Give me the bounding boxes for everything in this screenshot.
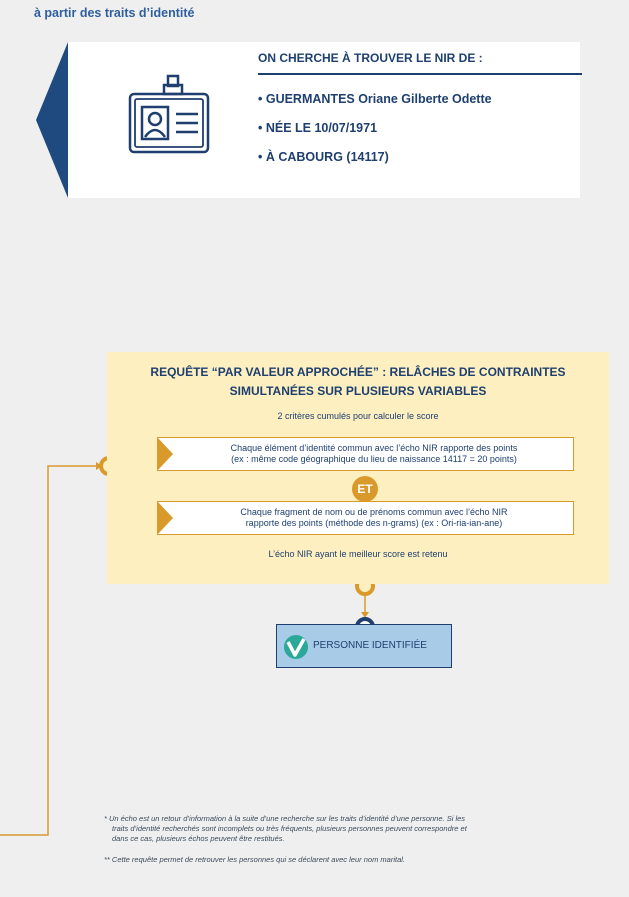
criterion-1-line1: Chaque élément d’identité commun avec l’écho NIR rapporte des points [230, 443, 518, 453]
criterion-2-line2: rapporte des points (méthode des n-grams) (ex : Ori-ria-ian-ane) [245, 518, 503, 528]
result-text: L’écho NIR ayant le meilleur score est retenu [268, 549, 448, 559]
query-title-line1: REQUÊTE “PAR VALEUR APPROCHÉE” : RELÂCHES DE CONTRAINTES [150, 365, 566, 379]
footnote-1 [104, 814, 604, 844]
criterion-1-line2: (ex : même code géographique du lieu de naissance 14117 = 20 points) [231, 454, 517, 464]
connector-line [0, 466, 96, 835]
footnote-1-line2: traits d’identité recherchés sont incomplets ou très fréquents, plusieurs personnes peuvent correspondre et [112, 824, 467, 833]
outcome-label: PERSONNE IDENTIFIÉE [313, 640, 427, 651]
identity-name: • GUERMANTES Oriane Gilberte Odette [258, 92, 492, 106]
heading-divider [258, 73, 582, 75]
criterion-2-text [178, 507, 570, 529]
criterion-2-line1: Chaque fragment de nom ou de prénoms commun avec l’écho NIR [240, 507, 508, 517]
checkmark-icon [283, 634, 309, 660]
search-heading: ON CHERCHE À TROUVER LE NIR DE : [258, 51, 483, 65]
et-connector-label: ET [357, 482, 373, 496]
id-badge-icon [128, 74, 210, 156]
query-title-line2: SIMULTANÉES SUR PLUSIEURS VARIABLES [229, 384, 487, 398]
navy-pointer-shape [36, 42, 68, 198]
footnote-2: ** Cette requête permet de retrouver les personnes qui se déclarent avec leur nom marital. [104, 855, 405, 864]
criterion-1-arrow-icon [157, 437, 173, 471]
identity-birthdate: • NÉE LE 10/07/1971 [258, 121, 378, 135]
footnote-1-line1: * Un écho est un retour d’information à la suite d’une recherche sur les traits d’identité d’une personne. Si les [104, 814, 466, 823]
footnote-1-line3: dans ce cas, plusieurs échos peuvent être restitués. [112, 834, 285, 843]
identity-birthplace: • À CABOURG (14117) [258, 150, 389, 164]
criterion-2-arrow-icon [157, 501, 173, 535]
query-title [107, 363, 609, 401]
section-subtitle: à partir des traits d’identité [34, 6, 195, 20]
criterion-1-text [178, 443, 570, 465]
criteria-intro: 2 critères cumulés pour calculer le score [277, 411, 439, 421]
